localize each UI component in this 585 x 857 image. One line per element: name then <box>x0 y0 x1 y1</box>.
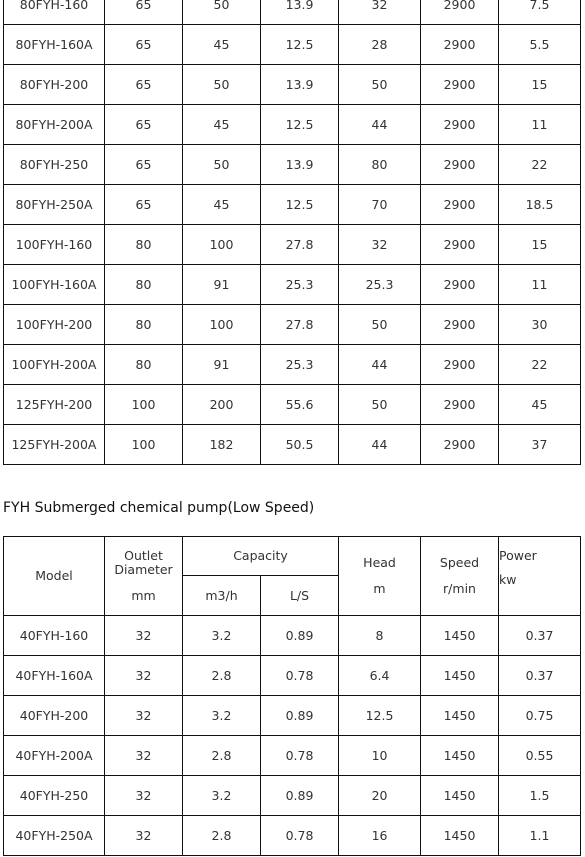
table-cell: 40FYH-160A <box>4 656 105 696</box>
table-cell: 2900 <box>421 385 499 425</box>
header-power-label: Power <box>499 548 537 563</box>
table-cell: 12.5 <box>261 105 339 145</box>
table-row <box>4 385 581 425</box>
table-row <box>4 345 581 385</box>
header-model: Model <box>4 537 105 616</box>
table-cell: 100 <box>183 305 261 345</box>
table-cell: 13.9 <box>261 0 339 25</box>
header-capacity-ls: L/S <box>261 576 339 616</box>
table-cell: 2900 <box>421 65 499 105</box>
table-cell: 2.8 <box>183 656 261 696</box>
table-cell: 1450 <box>421 816 499 856</box>
table-cell: 2900 <box>421 345 499 385</box>
table-cell: 0.78 <box>261 656 339 696</box>
table-cell: 25.3 <box>261 265 339 305</box>
header-speed-unit: r/min <box>443 581 476 596</box>
table-cell: 0.37 <box>499 656 581 696</box>
table-cell: 44 <box>339 105 421 145</box>
table-cell: 32 <box>105 656 183 696</box>
table-cell: 100FYH-200 <box>4 305 105 345</box>
table-cell: 40FYH-200 <box>4 696 105 736</box>
table-cell: 32 <box>105 696 183 736</box>
table-cell: 28 <box>339 25 421 65</box>
high-speed-table-body <box>4 0 581 465</box>
table-cell: 40FYH-250 <box>4 776 105 816</box>
section-title: FYH Submerged chemical pump(Low Speed) <box>3 500 315 516</box>
table-cell: 30 <box>499 305 581 345</box>
table-cell: 1450 <box>421 696 499 736</box>
table-cell: 45 <box>183 25 261 65</box>
table-cell: 80FYH-250A <box>4 185 105 225</box>
table-cell: 15 <box>499 225 581 265</box>
table-cell: 6.4 <box>339 656 421 696</box>
table-row <box>4 25 581 65</box>
table-cell: 65 <box>105 25 183 65</box>
table-cell: 50 <box>339 385 421 425</box>
high-speed-spec-table <box>3 0 581 465</box>
table-cell: 50 <box>339 65 421 105</box>
table-cell: 0.75 <box>499 696 581 736</box>
table-row <box>4 816 581 856</box>
table-cell: 65 <box>105 145 183 185</box>
header-outlet-diameter <box>105 537 183 616</box>
table-cell: 25.3 <box>339 265 421 305</box>
table-row <box>4 616 581 656</box>
table-cell: 91 <box>183 345 261 385</box>
table-cell: 27.8 <box>261 225 339 265</box>
table-row <box>4 736 581 776</box>
header-outlet-line2: Diameter <box>114 562 173 577</box>
table-cell: 2900 <box>421 305 499 345</box>
table-cell: 80FYH-200 <box>4 65 105 105</box>
header-capacity: Capacity <box>183 537 339 576</box>
header-speed <box>421 537 499 616</box>
table-cell: 65 <box>105 0 183 25</box>
table-cell: 45 <box>183 105 261 145</box>
table-cell: 32 <box>339 0 421 25</box>
low-speed-spec-table <box>3 536 581 856</box>
table-cell: 3.2 <box>183 696 261 736</box>
table-cell: 100 <box>105 385 183 425</box>
table-cell: 0.78 <box>261 816 339 856</box>
table-cell: 0.89 <box>261 696 339 736</box>
table-cell: 100 <box>183 225 261 265</box>
table-cell: 12.5 <box>261 25 339 65</box>
table-cell: 37 <box>499 425 581 465</box>
table-cell: 91 <box>183 265 261 305</box>
table-cell: 80 <box>105 305 183 345</box>
header-power <box>499 537 581 616</box>
table-cell: 27.8 <box>261 305 339 345</box>
table-row <box>4 185 581 225</box>
table-cell: 40FYH-160 <box>4 616 105 656</box>
header-power-unit: kw <box>499 572 517 587</box>
table-cell: 50 <box>339 305 421 345</box>
table-cell: 80 <box>105 345 183 385</box>
table-row <box>4 0 581 25</box>
table-cell: 50 <box>183 0 261 25</box>
header-capacity-m3h: m3/h <box>183 576 261 616</box>
table-cell: 65 <box>105 65 183 105</box>
table-cell: 40FYH-200A <box>4 736 105 776</box>
table-cell: 50 <box>183 65 261 105</box>
table-row <box>4 656 581 696</box>
table-cell: 18.5 <box>499 185 581 225</box>
table-cell: 3.2 <box>183 776 261 816</box>
table-cell: 11 <box>499 105 581 145</box>
table-cell: 2.8 <box>183 816 261 856</box>
table-cell: 1450 <box>421 776 499 816</box>
table-cell: 80FYH-200A <box>4 105 105 145</box>
table-cell: 80 <box>105 265 183 305</box>
table-row <box>4 105 581 145</box>
table-cell: 2900 <box>421 185 499 225</box>
table-cell: 3.2 <box>183 616 261 656</box>
table-cell: 1450 <box>421 616 499 656</box>
table-cell: 125FYH-200A <box>4 425 105 465</box>
table-cell: 32 <box>105 776 183 816</box>
table-cell: 65 <box>105 105 183 145</box>
table-cell: 45 <box>499 385 581 425</box>
table-cell: 80 <box>105 225 183 265</box>
table-cell: 2900 <box>421 25 499 65</box>
table-row <box>4 305 581 345</box>
table-cell: 0.89 <box>261 616 339 656</box>
table-row <box>4 776 581 816</box>
table-cell: 2900 <box>421 145 499 185</box>
table-cell: 80 <box>339 145 421 185</box>
header-head <box>339 537 421 616</box>
table-row <box>4 225 581 265</box>
table-cell: 12.5 <box>261 185 339 225</box>
table-cell: 200 <box>183 385 261 425</box>
table-cell: 13.9 <box>261 145 339 185</box>
table-cell: 32 <box>105 616 183 656</box>
table-cell: 100FYH-160A <box>4 265 105 305</box>
table-cell: 2900 <box>421 105 499 145</box>
table-cell: 80FYH-250 <box>4 145 105 185</box>
table-cell: 20 <box>339 776 421 816</box>
header-outlet-unit: mm <box>131 588 156 603</box>
table-cell: 80FYH-160A <box>4 25 105 65</box>
header-head-unit: m <box>373 581 386 596</box>
table-cell: 100FYH-200A <box>4 345 105 385</box>
table-cell: 1450 <box>421 736 499 776</box>
table-cell: 100FYH-160 <box>4 225 105 265</box>
table-cell: 0.89 <box>261 776 339 816</box>
table-cell: 2900 <box>421 0 499 25</box>
table-cell: 65 <box>105 185 183 225</box>
table-row <box>4 265 581 305</box>
table-cell: 2.8 <box>183 736 261 776</box>
table-cell: 2900 <box>421 425 499 465</box>
table-cell: 10 <box>339 736 421 776</box>
table-cell: 50.5 <box>261 425 339 465</box>
table-cell: 16 <box>339 816 421 856</box>
table-cell: 2900 <box>421 265 499 305</box>
table-cell: 13.9 <box>261 65 339 105</box>
table-cell: 125FYH-200 <box>4 385 105 425</box>
table-cell: 0.78 <box>261 736 339 776</box>
table-cell: 50 <box>183 145 261 185</box>
table-cell: 11 <box>499 265 581 305</box>
table-cell: 44 <box>339 425 421 465</box>
table-cell: 45 <box>183 185 261 225</box>
table-cell: 32 <box>339 225 421 265</box>
low-speed-table-header <box>4 537 581 616</box>
header-speed-label: Speed <box>439 555 480 570</box>
table-cell: 0.37 <box>499 616 581 656</box>
table-cell: 44 <box>339 345 421 385</box>
table-cell: 70 <box>339 185 421 225</box>
table-cell: 32 <box>105 816 183 856</box>
table-row <box>4 696 581 736</box>
table-row <box>4 65 581 105</box>
table-cell: 55.6 <box>261 385 339 425</box>
table-cell: 25.3 <box>261 345 339 385</box>
table-cell: 0.55 <box>499 736 581 776</box>
table-row <box>4 425 581 465</box>
table-cell: 80FYH-160 <box>4 0 105 25</box>
table-cell: 5.5 <box>499 25 581 65</box>
table-cell: 2900 <box>421 225 499 265</box>
low-speed-table-body <box>4 616 581 856</box>
table-cell: 182 <box>183 425 261 465</box>
table-cell: 100 <box>105 425 183 465</box>
table-cell: 15 <box>499 65 581 105</box>
table-cell: 22 <box>499 145 581 185</box>
table-cell: 8 <box>339 616 421 656</box>
table-cell: 7.5 <box>499 0 581 25</box>
table-cell: 1.5 <box>499 776 581 816</box>
table-cell: 12.5 <box>339 696 421 736</box>
table-cell: 1450 <box>421 656 499 696</box>
header-outlet-line1: Outlet <box>124 548 163 563</box>
header-head-label: Head <box>363 555 396 570</box>
table-cell: 32 <box>105 736 183 776</box>
table-cell: 1.1 <box>499 816 581 856</box>
table-row <box>4 145 581 185</box>
table-cell: 22 <box>499 345 581 385</box>
table-cell: 40FYH-250A <box>4 816 105 856</box>
